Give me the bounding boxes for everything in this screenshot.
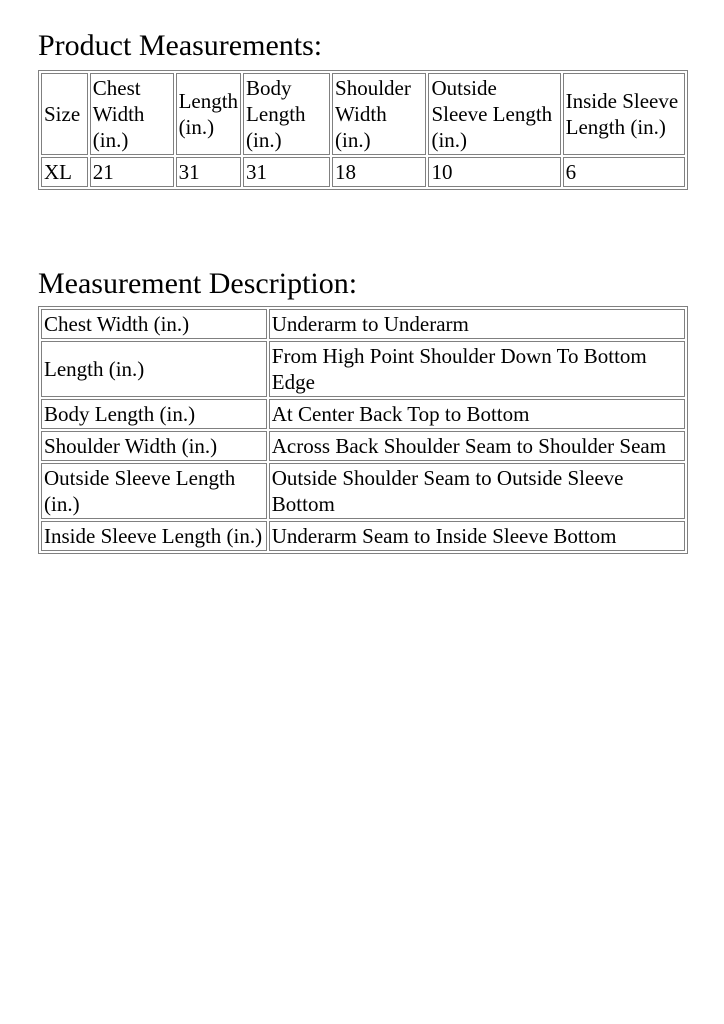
product-measurements-table xyxy=(38,70,688,190)
measurement-description-table xyxy=(38,306,688,554)
desc-row-length xyxy=(41,341,685,397)
col-header-length: Length (in.) xyxy=(176,73,241,155)
col-header-chest-width: Chest Width (in.) xyxy=(90,73,174,155)
desc-row-shoulder-width xyxy=(41,431,685,461)
desc-label-body-length: Body Length (in.) xyxy=(41,399,267,429)
cell-inside-sleeve-length-value: 6 xyxy=(563,157,685,187)
desc-value-inside-sleeve-length: Underarm Seam to Inside Sleeve Bottom xyxy=(269,521,685,551)
product-measurements-header-row xyxy=(41,73,685,155)
desc-label-inside-sleeve-length: Inside Sleeve Length (in.) xyxy=(41,521,267,551)
desc-label-chest-width: Chest Width (in.) xyxy=(41,309,267,339)
desc-label-length: Length (in.) xyxy=(41,341,267,397)
cell-chest-width-value: 21 xyxy=(90,157,174,187)
cell-outside-sleeve-length-value: 10 xyxy=(428,157,560,187)
desc-value-outside-sleeve-length: Outside Shoulder Seam to Outside Sleeve Bottom xyxy=(269,463,685,519)
col-header-outside-sleeve-length: Outside Sleeve Length (in.) xyxy=(428,73,560,155)
cell-size-value: XL xyxy=(41,157,88,187)
desc-value-shoulder-width: Across Back Shoulder Seam to Shoulder Seam xyxy=(269,431,685,461)
desc-value-length: From High Point Shoulder Down To Bottom Edge xyxy=(269,341,685,397)
col-header-size: Size xyxy=(41,73,88,155)
desc-row-outside-sleeve-length xyxy=(41,463,685,519)
cell-body-length-value: 31 xyxy=(243,157,330,187)
desc-label-outside-sleeve-length: Outside Sleeve Length (in.) xyxy=(41,463,267,519)
col-header-inside-sleeve-length: Inside Sleeve Length (in.) xyxy=(563,73,685,155)
desc-row-body-length xyxy=(41,399,685,429)
measurement-description-title: Measurement Description: xyxy=(38,267,358,300)
cell-length-value: 31 xyxy=(176,157,241,187)
col-header-shoulder-width: Shoulder Width (in.) xyxy=(332,73,426,155)
desc-row-chest-width xyxy=(41,309,685,339)
desc-row-inside-sleeve-length xyxy=(41,521,685,551)
cell-shoulder-width-value: 18 xyxy=(332,157,426,187)
desc-value-chest-width: Underarm to Underarm xyxy=(269,309,685,339)
col-header-body-length: Body Length (in.) xyxy=(243,73,330,155)
desc-value-body-length: At Center Back Top to Bottom xyxy=(269,399,685,429)
product-measurements-title: Product Measurements: xyxy=(38,29,323,62)
product-measurements-value-row xyxy=(41,157,685,187)
desc-label-shoulder-width: Shoulder Width (in.) xyxy=(41,431,267,461)
